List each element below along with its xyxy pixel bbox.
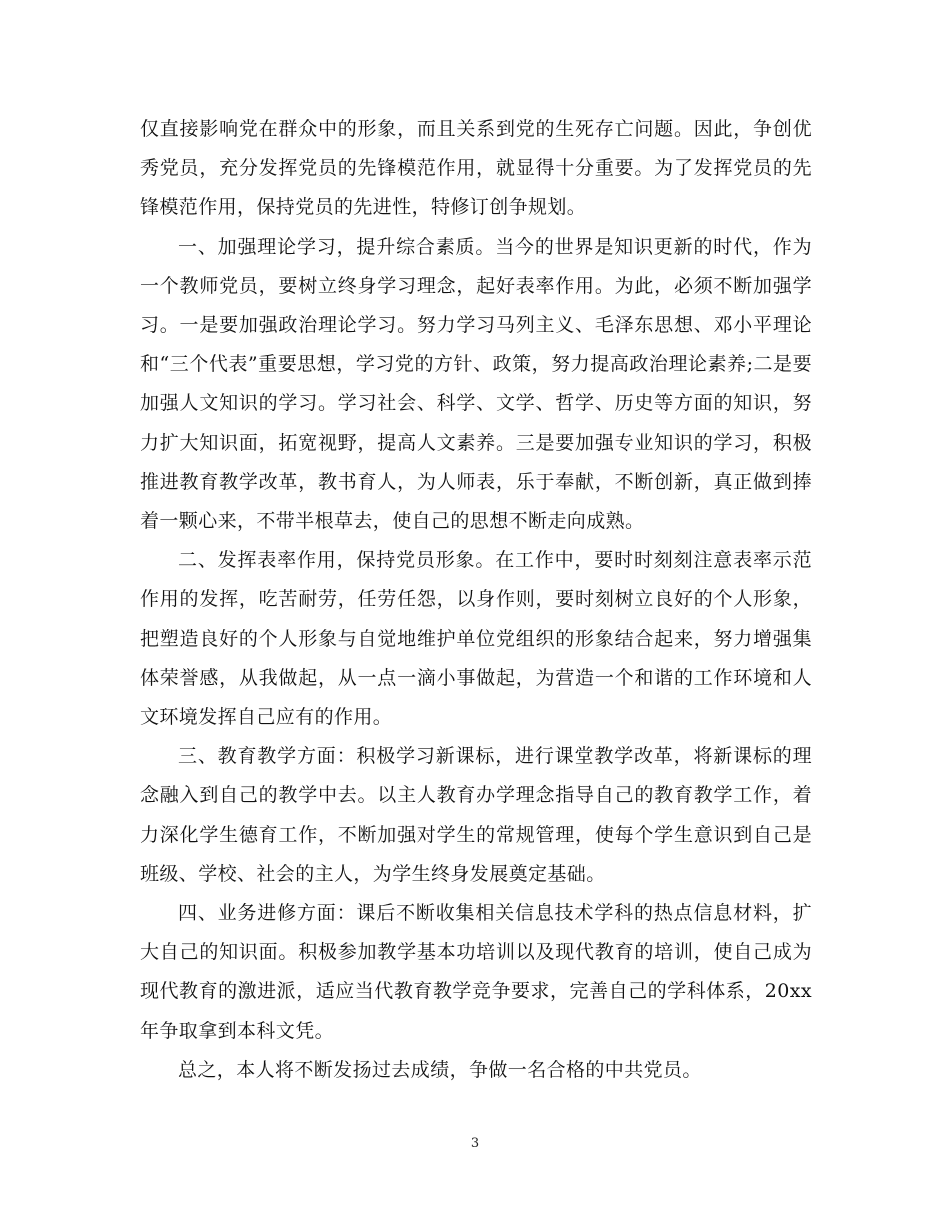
page-number: 3 bbox=[470, 1136, 480, 1151]
paragraph-teaching: 三、教育教学方面：积极学习新课标，进行课堂教学改革，将新课标的理念融入到自己的教学中去。以主人教育办学理念指导自己的教育教学工作，着力深化学生德育工作，不断加强对学生的常规管理，使每个学生意识到自己是班级、学校、社会的主人，为学生终身发展奠定基础。 bbox=[140, 745, 812, 885]
paragraph-theory-study: 一、加强理论学习，提升综合素质。当今的世界是知识更新的时代，作为一个教师党员，要树立终身学习理念，起好表率作用。为此，必须不断加强学习。一是要加强政治理论学习。努力学习马列主义、毛泽东思想、邓小平理论和“三个代表”重要思想，学习党的方针、政策，努力提高政治理论素养;二是要加强人文知识的学习。学习社会、科学、文学、哲学、历史等方面的知识，努力扩大知识面，拓宽视野，提高人文素养。三是要加强专业知识的学习，积极推进教育教学改革，教书育人，为人师表，乐于奉献，不断创新，真正做到捧着一颗心来，不带半根草去，使自己的思想不断走向成熟。 bbox=[140, 235, 812, 533]
paragraph-professional-study: 四、业务进修方面：课后不断收集相关信息技术学科的热点信息材料，扩大自己的知识面。积极参加教学基本功培训以及现代教育的培训，使自己成为现代教育的激进派，适应当代教育教学竞争要求，完善自己的学科体系，20xx年争取拿到本科文凭。 bbox=[140, 902, 812, 1042]
paragraph-exemplary-role: 二、发挥表率作用，保持党员形象。在工作中，要时时刻刻注意表率示范作用的发挥，吃苦耐劳，任劳任怨，以身作则，要时刻树立良好的个人形象，把塑造良好的个人形象与自觉地维护单位党组织的形象结合起来，努力增强集体荣誉感，从我做起，从一点一滴小事做起，为营造一个和谐的工作环境和人文环境发挥自己应有的作用。 bbox=[140, 549, 812, 729]
document-body bbox=[140, 110, 812, 1090]
paragraph-conclusion: 总之，本人将不断发扬过去成绩，争做一名合格的中共党员。 bbox=[178, 1058, 702, 1081]
paragraph-continuation: 仅直接影响党在群众中的形象，而且关系到党的生死存亡问题。因此，争创优秀党员，充分发挥党员的先锋模范作用，就显得十分重要。为了发挥党员的先锋模范作用，保持党员的先进性，特修订创争规划。 bbox=[140, 118, 812, 219]
